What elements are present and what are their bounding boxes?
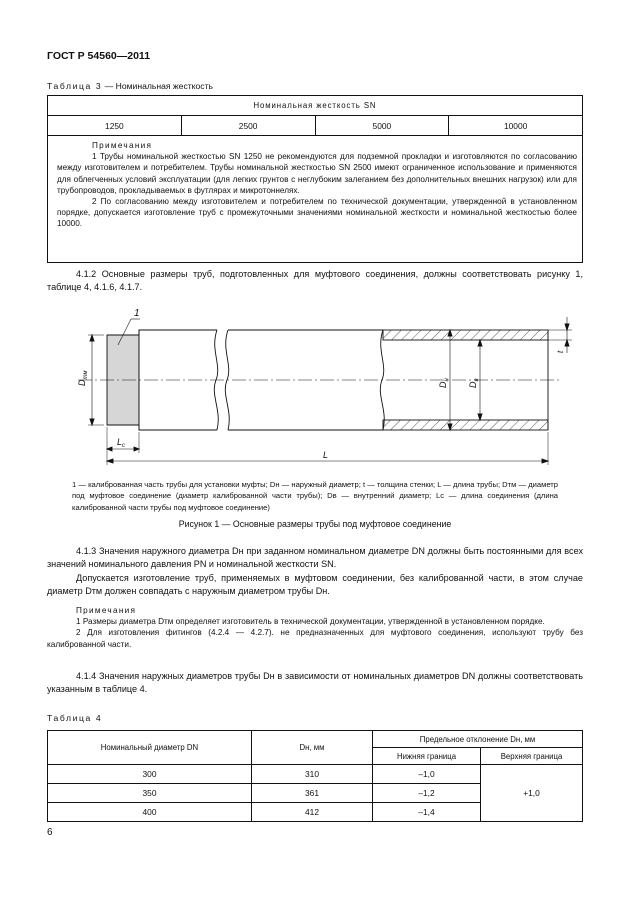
figure1-drawing <box>40 305 600 475</box>
table4-cell-dn: 350 <box>48 784 252 803</box>
paragraph-4-1-3-text: 4.1.3 Значения наружного диаметра Dн при заданном номинальном диаметре DN должны быть постоянными для всех значений номинального давления PN и номинальной жесткости SN. <box>47 546 583 570</box>
table4-head-upper: Верхняя граница <box>481 748 583 765</box>
paragraph-4-1-2 <box>47 268 583 295</box>
table3-notes-title: Примечания <box>92 141 153 150</box>
table3-head: Номинальная жесткость SN <box>48 96 583 116</box>
table4-head-dn: Номинальный диаметр DN <box>48 731 252 765</box>
note-1: 1 Размеры диаметра Dтм определяет изготовитель в технической документации, утвержденной в установленном порядке. <box>76 617 545 627</box>
table4-cell-lower: –1,0 <box>373 765 481 784</box>
table3-value: 10000 <box>449 116 583 136</box>
paragraph-4-1-4-text: 4.1.4 Значения наружных диаметров трубы Dн в зависимости от номинальных диаметров DN должны соответствовать указанным в таблице 4. <box>47 671 583 695</box>
table4-cell-dh: 361 <box>252 784 373 803</box>
table4-cell-upper: +1,0 <box>481 765 583 822</box>
table3-value: 2500 <box>181 116 315 136</box>
table4-cell-lower: –1,4 <box>373 803 481 822</box>
label-l: L <box>323 450 329 460</box>
table4-cell-dn: 400 <box>48 803 252 822</box>
note-2: 2 Для изготовления фитингов (4.2.4 — 4.2.7). не предназначенных для муфтового соединения, используют трубу без калиброванной части. <box>47 628 583 649</box>
label-t: t <box>556 350 565 353</box>
table3-value: 1250 <box>48 116 182 136</box>
table3-caption <box>47 81 213 91</box>
paragraph-4-1-3-text-2: Допускается изготовление труб, применяемых в муфтовом соединении, без калиброванной части, в этом случае диаметр Dтм должен совпадать с наружным диаметром трубы Dн. <box>47 572 583 597</box>
label-lc: $L_c$ <box>117 437 126 449</box>
label-dtm: $D_{тм}$ <box>77 370 89 386</box>
notes-block <box>47 605 583 650</box>
table4-caption: Таблица 4 <box>47 713 103 723</box>
table4 <box>47 730 583 822</box>
table4-head-lower: Нижняя граница <box>373 748 481 765</box>
table4-cell-dh: 412 <box>252 803 373 822</box>
callout-number: 1 <box>134 308 140 319</box>
figure1-legend: 1 — калиброванная часть трубы для установки муфты; Dн — наружный диаметр; t — толщина стенки; L — длина трубы; Dтм — диаметр под муфтовое соединение (диаметр калиброванной части трубы); Dв — внутренний диаметр; Lс — длина соединения (длина калиброванной части трубы под муфтовое соединение) <box>72 480 558 512</box>
table4-cell-lower: –1,2 <box>373 784 481 803</box>
paragraph-4-1-2-text: 4.1.2 Основные размеры труб, подготовленных для муфтового соединения, должны соответствовать рисунку 1, таблице 4, 4.1.6, 4.1.7. <box>47 269 583 293</box>
table4-cell-dn: 300 <box>48 765 252 784</box>
table3-caption-rest: — Номинальная жесткость <box>102 81 214 91</box>
table4-head-dh: Dн, мм <box>252 731 373 765</box>
table3-notes <box>48 136 583 263</box>
table3-note-1: 1 Трубы номинальной жесткостью SN 1250 не рекомендуются для подземной прокладки и изготовляются по согласованию между изготовителем и потребителем. Трубы номинальной жесткостью SN 2500 имеют ограниченное использование и применяются для облегченных условий эксплуатации (для легких грунтов с неглубоким залеганием без дополнительных внешних нагрузок) или для трубопроводов, прокладываемых в футлярах и микротоннелях. <box>57 152 577 195</box>
table4-head-deviation: Предельное отклонение Dн, мм <box>373 731 583 748</box>
label-dv: $D_в$ <box>468 378 480 388</box>
paragraph-4-1-4 <box>47 670 583 697</box>
pipe-bottom-edge-1 <box>107 425 217 430</box>
table4-cell-dh: 310 <box>252 765 373 784</box>
notes-title: Примечания <box>76 606 137 615</box>
table3-note-2: 2 По согласованию между изготовителем и потребителем по технической документации, утвержденной в установленном порядке, допускается изготовление труб с промежуточными значениями номинальной жесткости и номинальной жесткостью более 10000. <box>57 197 577 229</box>
table3 <box>47 95 583 263</box>
label-dn: $D_н$ <box>438 378 450 388</box>
document-code: ГОСТ Р 54560—2011 <box>47 50 151 62</box>
pipe-wall-top <box>383 330 548 340</box>
page-number: 6 <box>47 827 53 838</box>
pipe-wall-bottom <box>383 420 548 430</box>
figure1-caption: Рисунок 1 — Основные размеры трубы под муфтовое соединение <box>178 519 452 529</box>
break-line-3 <box>380 330 384 430</box>
table3-value: 5000 <box>315 116 449 136</box>
table3-caption-prefix: Таблица 3 <box>47 81 103 91</box>
paragraph-4-1-3 <box>47 545 583 599</box>
